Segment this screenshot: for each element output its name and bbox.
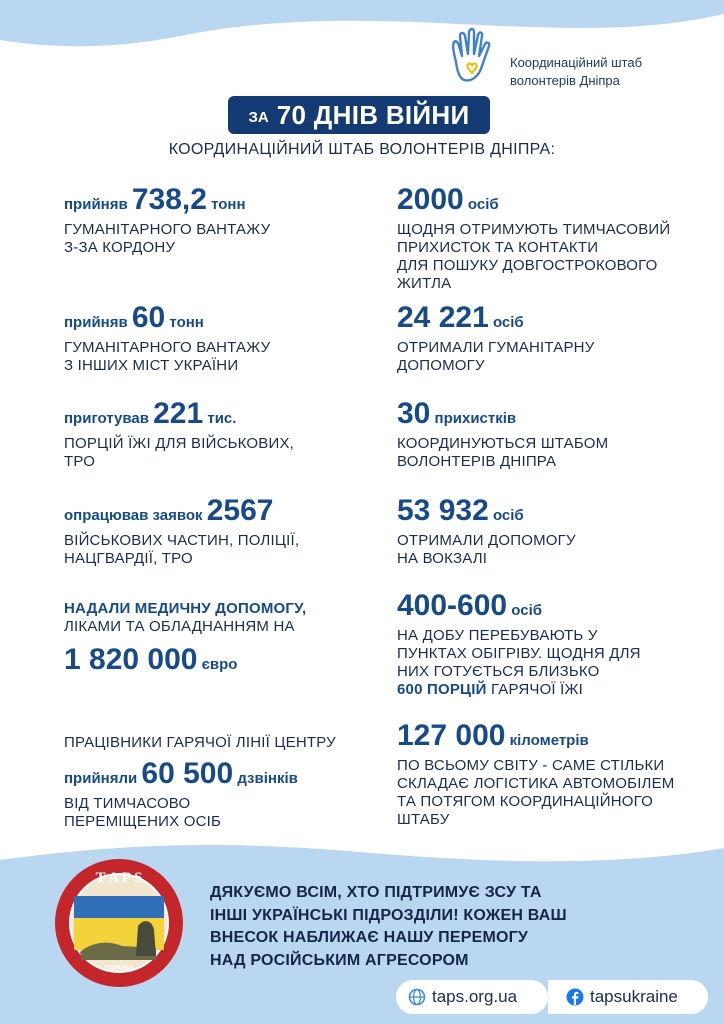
stat-line: ПЕРЕМІЩЕНИХ ОСІБ <box>64 813 222 830</box>
stat-lead: НАДАЛИ МЕДИЧНУ ДОПОМОГУ, <box>64 600 307 617</box>
org-name-line1: Координаційний штаб <box>510 55 643 70</box>
stat-line: СКЛАДАЄ ЛОГІСТИКА АВТОМОБІЛЕМ <box>397 775 675 792</box>
facebook-link[interactable] <box>548 980 708 1014</box>
stat-line: ТА ПОТЯГОМ КООРДИНАЦІЙНОГО <box>397 793 653 810</box>
stat-line: ВІЙСЬКОВИХ ЧАСТИН, ПОЛІЦІЇ, <box>64 532 300 549</box>
stat-line: ОТРИМАЛИ ДОПОМОГУ <box>397 532 576 549</box>
stat-right-4 <box>397 495 707 568</box>
stat-right-3 <box>397 398 707 471</box>
stat-unit: дзвінків <box>237 770 298 787</box>
stat-line: З ІНШИХ МІСТ УКРАЇНИ <box>64 357 239 374</box>
stat-left-4 <box>64 495 374 568</box>
hand-heart-icon <box>444 26 510 92</box>
stat-line-last <box>397 681 707 699</box>
stat-line: ЩОДНЯ ОТРИМУЮТЬ ТИМЧАСОВИЙ <box>397 221 671 238</box>
facebook-text: tapsukraine <box>590 987 678 1006</box>
stat-rest-part: ГАРЯЧОЇ ЇЖІ <box>490 681 583 698</box>
stat-number: 2000 <box>397 183 464 216</box>
org-name-line2: волонтерів Дніпра <box>510 73 620 88</box>
thanks-line: ВНЕСОК НАБЛИЖАЄ НАШУ ПЕРЕМОГУ <box>210 929 529 946</box>
stat-unit: кілометрів <box>509 732 589 749</box>
stat-unit: прихистків <box>434 410 517 427</box>
thanks-line: ІНШІ УКРАЇНСЬКІ ПІДРОЗДІЛИ! КОЖЕН ВАШ <box>210 906 567 924</box>
stat-line: ПУНКТАХ ОБІГРІВУ. ЩОДНЯ ДЛЯ <box>397 645 641 662</box>
stat-number: 60 <box>131 301 166 334</box>
stat-line: ОТРИМАЛИ ГУМАНІТАРНУ <box>397 339 595 356</box>
stat-right-1 <box>397 184 707 293</box>
stat-line: НА ДОБУ ПЕРЕБУВАЮТЬ У <box>397 627 598 644</box>
stat-line: ДОПОМОГУ <box>397 357 485 374</box>
stat-line: ГУМАНІТАРНОГО ВАНТАЖУ <box>64 339 271 356</box>
stat-line: ПОРЦІЙ ЇЖІ ДЛЯ ВІЙСЬКОВИХ, <box>64 435 295 452</box>
stat-unit: тонн <box>169 314 204 331</box>
emblem-country: УКРАЇНА <box>104 965 134 972</box>
stat-number: 53 932 <box>397 494 489 527</box>
taps-emblem <box>52 856 186 990</box>
stat-left-3 <box>64 398 374 471</box>
page-subtitle: КООРДИНАЦІЙНИЙ ШТАБ ВОЛОНТЕРІВ ДНІПРА: <box>168 141 556 158</box>
website-link[interactable] <box>396 980 548 1014</box>
stat-line: ТРО <box>64 453 96 470</box>
stat-line: ГУМАНІТАРНОГО ВАНТАЖУ <box>64 221 271 238</box>
stat-intro: ПРАЦІВНИКИ ГАРЯЧОЇ ЛІНІЇ ЦЕНТРУ <box>64 734 336 751</box>
stat-line: ДЛЯ ПОШУКУ ДОВГОСТРОКОВОГО <box>397 257 658 274</box>
stat-left-5 <box>64 600 374 681</box>
stat-line: НА ВОКЗАЛІ <box>397 550 488 567</box>
stat-right-5 <box>397 590 707 699</box>
stat-line: З-ЗА КОРДОНУ <box>64 239 176 256</box>
banner-prefix: ЗА <box>248 109 269 126</box>
thanks-line: ДЯКУЄМО ВСІМ, ХТО ПІДТРИМУЄ ЗСУ ТА <box>210 884 542 901</box>
stat-left-2 <box>64 302 374 375</box>
globe-icon <box>408 988 426 1006</box>
stat-unit: євро <box>201 656 238 673</box>
stat-unit: осіб <box>492 507 524 524</box>
stat-number: 127 000 <box>397 719 506 752</box>
stat-line: КООРДИНУЮТЬСЯ ШТАБОМ <box>397 435 609 452</box>
stat-number: 1 820 000 <box>64 643 198 676</box>
stat-lead: приготував <box>64 410 149 427</box>
stat-unit: осіб <box>492 314 524 331</box>
org-name <box>510 54 642 90</box>
stat-line: НАЦГВАРДІЇ, ТРО <box>64 550 193 567</box>
stat-line: ВІД ТИМЧАСОВО <box>64 795 191 812</box>
stat-line: ШТАБУ <box>397 811 450 828</box>
stat-unit: тонн <box>211 196 246 213</box>
banner-title: 70 ДНІВ ВІЙНИ <box>276 99 470 130</box>
stat-line: ВОЛОНТЕРІВ ДНІПРА <box>397 453 557 470</box>
stat-number: 738,2 <box>131 183 207 216</box>
stat-left-6 <box>64 734 374 831</box>
thanks-line: НАД РОСІЙСЬКИМ АГРЕСОРОМ <box>210 951 469 969</box>
thanks-message <box>210 882 590 972</box>
stat-unit: тис. <box>207 410 237 427</box>
org-logo <box>444 26 684 96</box>
stat-line: ЖИТЛА <box>397 275 452 292</box>
stat-lead: опрацював заявок <box>64 507 203 524</box>
stat-number: 221 <box>153 397 204 430</box>
stat-lead: прийняли <box>64 770 138 787</box>
stat-right-2 <box>397 302 707 375</box>
stat-unit: осіб <box>511 602 543 619</box>
stat-line: ЛІКАМИ ТА ОБЛАДНАННЯМ НА <box>64 618 295 635</box>
stat-number: 60 500 <box>141 757 234 790</box>
website-text: taps.org.ua <box>432 987 518 1006</box>
stat-number: 400-600 <box>397 589 508 622</box>
headline-banner <box>228 96 490 134</box>
stat-number: 2567 <box>206 494 274 527</box>
stat-lead: прийняв <box>64 314 128 331</box>
emblem-title: T A P S <box>95 870 143 886</box>
stat-right-6 <box>397 720 707 829</box>
stat-bold-part: 600 ПОРЦІЙ <box>397 681 487 698</box>
facebook-icon <box>566 988 584 1006</box>
stat-lead: прийняв <box>64 196 128 213</box>
stat-line: ПРИХИСТОК ТА КОНТАКТИ <box>397 239 599 256</box>
stat-line: НИХ ГОТУЄТЬСЯ БЛИЗЬКО <box>397 663 600 680</box>
stat-left-1 <box>64 184 374 257</box>
stat-unit: осіб <box>467 196 499 213</box>
stat-number: 24 221 <box>397 301 489 334</box>
stat-number: 30 <box>397 397 431 430</box>
stat-line: ПО ВСЬОМУ СВІТУ - САМЕ СТІЛЬКИ <box>397 757 665 774</box>
